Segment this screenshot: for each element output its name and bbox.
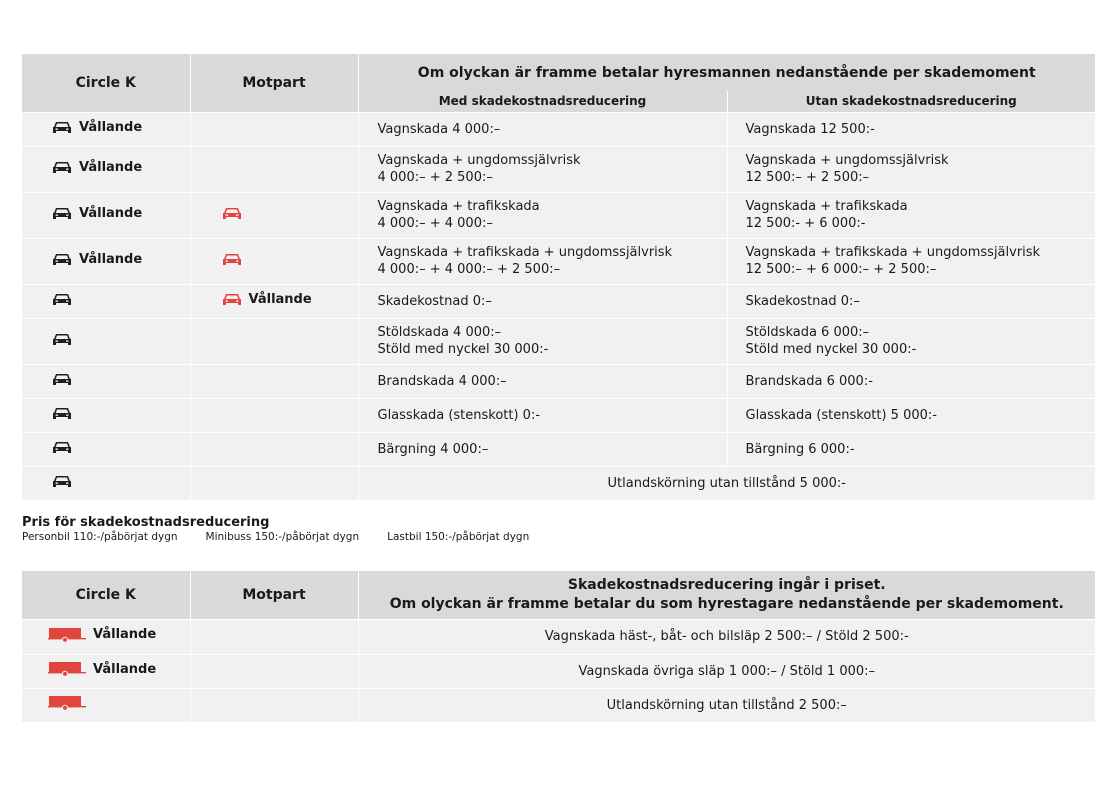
table-row: [22, 688, 1095, 722]
trailer-row-text: Vagnskada övriga släp 1 000:– / Stöld 1 000:–: [578, 663, 876, 679]
fault-label: Vållande: [93, 627, 157, 642]
table-row: [22, 432, 1095, 466]
table-row: [22, 619, 1095, 654]
with-line: 4 000:– + 4 000:– + 2 500:–: [377, 262, 561, 277]
with-line: Vagnskada 4 000:–: [377, 121, 501, 137]
car-icon: [52, 292, 72, 307]
with-line: 4 000:– + 2 500:–: [377, 170, 493, 185]
table-row: [22, 398, 1095, 432]
without-line: Vagnskada + trafikskada: [745, 199, 908, 214]
car-icon: [52, 252, 72, 267]
with-line: Stöldskada 4 000:–: [377, 325, 502, 340]
with-line: Vagnskada + ungdomssjälvrisk: [377, 153, 581, 168]
car-icon: [52, 332, 72, 347]
without-line: Brandskada 6 000:-: [745, 373, 873, 389]
car-icon: [52, 372, 72, 387]
pricing-title: Pris för skadekostnadsreducering: [22, 515, 270, 530]
fault-label: Vållande: [93, 661, 157, 677]
pricing-note: [22, 515, 557, 544]
car-icon: [52, 474, 72, 489]
pricing-item: Personbil 110:-/påbörjat dygn: [22, 531, 178, 543]
fault-label: Vållande: [79, 251, 143, 267]
table-row: [22, 318, 1095, 364]
trailer-icon: [48, 695, 86, 711]
insurance-table: [22, 54, 1095, 500]
without-line: Vagnskada 12 500:-: [745, 121, 875, 137]
without-line: Vagnskada + trafikskada + ungdomssjälvrisk: [745, 245, 1041, 260]
with-line: Vagnskada + trafikskada: [377, 199, 540, 214]
with-line: Brandskada 4 000:–: [377, 373, 507, 389]
table-row: [22, 364, 1095, 398]
header-motpart: Motpart: [190, 54, 358, 112]
without-line: Glasskada (stenskott) 5 000:-: [745, 407, 937, 423]
with-line: Glasskada (stenskott) 0:-: [377, 407, 541, 423]
with-line: 4 000:– + 4 000:–: [377, 216, 493, 231]
car-icon: [52, 160, 72, 175]
without-line: 12 500:- + 6 000:-: [745, 216, 866, 231]
car-icon: [222, 252, 242, 267]
without-line: Stöld med nyckel 30 000:-: [745, 342, 917, 357]
header-main-line: Skadekostnadsreducering ingår i priset.: [567, 576, 886, 593]
fault-label: Vållande: [79, 205, 143, 221]
car-icon: [52, 120, 72, 135]
with-line: Skadekostnad 0:–: [377, 293, 492, 309]
header-main-line: Om olyckan är framme betalar du som hyrestagare nedanstående per skademoment.: [389, 595, 1064, 612]
header-motpart: Motpart: [190, 571, 358, 619]
without-line: Vagnskada + ungdomssjälvrisk: [745, 153, 949, 168]
without-line: 12 500:– + 2 500:–: [745, 170, 870, 185]
trailer-icon: [48, 627, 86, 643]
trailer-row-text: Utlandskörning utan tillstånd 2 500:–: [606, 697, 847, 713]
header-main: [358, 571, 1095, 619]
pricing-item: Lastbil 150:-/påbörjat dygn: [387, 531, 530, 543]
with-line: Stöld med nyckel 30 000:-: [377, 342, 549, 357]
trailer-row-text: Vagnskada häst-, båt- och bilsläp 2 500:– / Stöld 2 500:-: [544, 629, 909, 644]
car-icon: [222, 206, 242, 221]
fault-label: Vållande: [248, 291, 312, 307]
merged-cell-text: Utlandskörning utan tillstånd 5 000:-: [607, 475, 846, 491]
pricing-item: Minibuss 150:-/påbörjat dygn: [205, 531, 360, 543]
header-without-reduction: Utan skadekostnadsreducering: [727, 91, 1095, 112]
car-icon: [52, 440, 72, 455]
without-line: Stöldskada 6 000:–: [745, 325, 870, 340]
table-row: [22, 238, 1095, 284]
table-row: [22, 146, 1095, 192]
without-line: 12 500:– + 6 000:– + 2 500:–: [745, 262, 937, 277]
table-row: [22, 654, 1095, 688]
without-line: Skadekostnad 0:–: [745, 293, 860, 309]
header-main: Om olyckan är framme betalar hyresmannen nedanstående per skademoment: [358, 54, 1095, 91]
with-line: Vagnskada + trafikskada + ungdomssjälvrisk: [377, 245, 673, 260]
car-icon: [222, 292, 242, 307]
table-row: [22, 284, 1095, 318]
with-line: Bärgning 4 000:–: [377, 441, 489, 457]
fault-label: Vållande: [79, 159, 143, 175]
trailer-table: [22, 571, 1095, 722]
car-icon: [52, 206, 72, 221]
car-icon: [52, 406, 72, 421]
table-row: [22, 466, 1095, 500]
table-row: [22, 112, 1095, 146]
fault-label: Vållande: [79, 119, 143, 135]
header-circle-k: Circle K: [22, 571, 190, 619]
without-line: Bärgning 6 000:-: [745, 441, 855, 457]
trailer-icon: [48, 661, 86, 677]
table-row: [22, 192, 1095, 238]
header-circle-k: Circle K: [22, 54, 190, 112]
header-with-reduction: Med skadekostnadsreducering: [358, 91, 727, 112]
